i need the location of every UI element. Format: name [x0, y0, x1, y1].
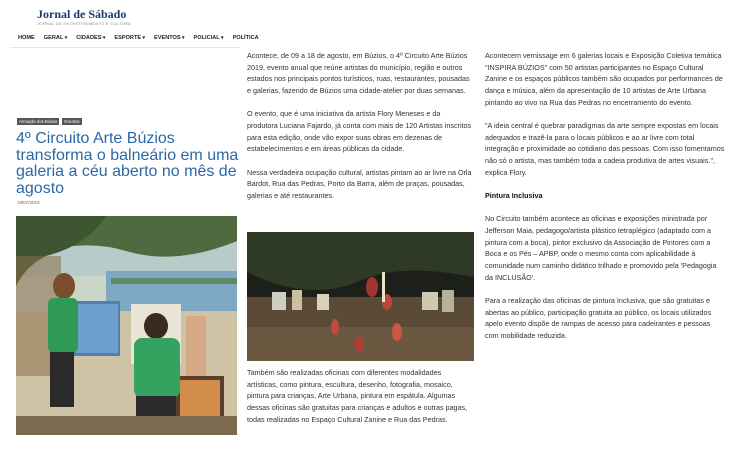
article-body-column-1	[247, 50, 473, 213]
nav-esporte[interactable]: ESPORTE ▾	[114, 35, 145, 41]
site-logo[interactable]	[37, 7, 131, 26]
tag-link[interactable]: Armação dos Búzios	[19, 119, 58, 124]
nav-home[interactable]: HOME	[18, 35, 35, 41]
section-heading: Pintura Inclusiva	[485, 191, 543, 201]
article-body-column-2	[485, 50, 725, 353]
paragraph: Também são realizadas oficinas com diferentes modalidades artísticas, como pintura, escultura, desenho, fotografia, mosaico, pintura para crianças, Arte Urbana, pintura em espátula. Algumas dessas oficinas são gratuitas para crianças e adultos e outras pagas, todas realizadas no Espaço Cultural Zanine e Rua das Pedras.	[247, 368, 468, 424]
paragraph: O evento, que é uma iniciativa da artista Flory Meneses e da produtora Luciana Fajardo, já conta com mais de 120 Artistas inscritos para esta edição, onde vão expor suas obras em dezenas de estabelecimentos e em áreas públicas da cidade.	[247, 109, 472, 154]
article-body-column-1b	[247, 367, 473, 437]
paragraph: Acontecem vernissage em 6 galerias locais e Exposição Coletiva temática "INSPIRA BÚZIOS" com 50 artistas participantes no Espaço Cultural Zanine e os espaços públicos também são ocupados por performances de dança e música, além da apresentação de 10 artistas de Arte Urbana pintando ao vivo na Rua das Pedras no encerramento do evento.	[485, 51, 723, 107]
site-title: Jornal de Sábado	[37, 7, 127, 21]
paragraph: Acontece, de 09 a 18 de agosto, em Búzios, o 4º Circuito Arte Búzios 2019, evento anual que reúne artistas do município, região e outros estados nos principais pontos turísticos, ruas, restaurantes, pousadas e galerias, fazendo de Búzios uma cidade-atelier por duas semanas.	[247, 51, 470, 96]
nav-divider	[10, 47, 240, 48]
article-photo-night-event	[247, 232, 474, 361]
paragraph: Para a realização das oficinas de pintura Inclusiva, que são gratuitas e abertas ao público, participação gratuita ao público, os locais utilizados apelo evento dispõe de rampas de acesso para cadeirantes e pessoas com mobilidade reduzida.	[485, 295, 712, 341]
tag-link[interactable]: Eventos	[64, 119, 80, 124]
nav-policial[interactable]: POLICIAL ▾	[194, 35, 224, 41]
main-nav	[18, 35, 259, 41]
nav-politica[interactable]: POLÍTICA	[232, 35, 259, 41]
paragraph: Nessa verdadeira ocupação cultural, artistas pintam ao ar livre na Orla Bardot, Rua das Pedras, Porto da Barra, além de praças, pousadas, galerias e até restaurantes.	[247, 167, 472, 201]
article-title: 4º Circuito Arte Búzios transforma o balneário em uma galeria a céu aberto no mês de agosto	[16, 130, 239, 197]
nav-geral[interactable]: GERAL ▾	[44, 35, 67, 41]
nav-cidades[interactable]: CIDADES ▾	[76, 35, 105, 41]
paragraph: "A ideia central é quebrar paradigmas da arte sempre expostas em locais adequados e trazê-la para o locais públicos e ao ar livre com total integração e proximidade ao cotidiano das pessoas. Com isso fomentamos não só o artista, mas também toda a cadeia produtiva de artes visuais.", explica Flory.	[485, 121, 725, 177]
paragraph: No Circuito também acontece as oficinas e exposições ministrada por Jefferson Maia, pedagogo/artista plástico tetraplégico (adaptado com a pintura com a boca), pintor exclusivo da Associação de Pintores com a Boca e os Pés – APBP, onde o mesmo conta com aplicabilidade à comunidade num caminho didático trilhado e promovido pela 'Pedagogia da INCLUSÃO'.	[485, 214, 717, 282]
site-tagline: JORNAL DE ENTRETENIMENTO E CULTURA	[37, 21, 132, 26]
article-tags	[17, 118, 82, 125]
article-photo-painters	[16, 216, 237, 435]
article-date: 19/07/2019	[17, 200, 40, 205]
nav-eventos[interactable]: EVENTOS ▾	[154, 35, 185, 41]
